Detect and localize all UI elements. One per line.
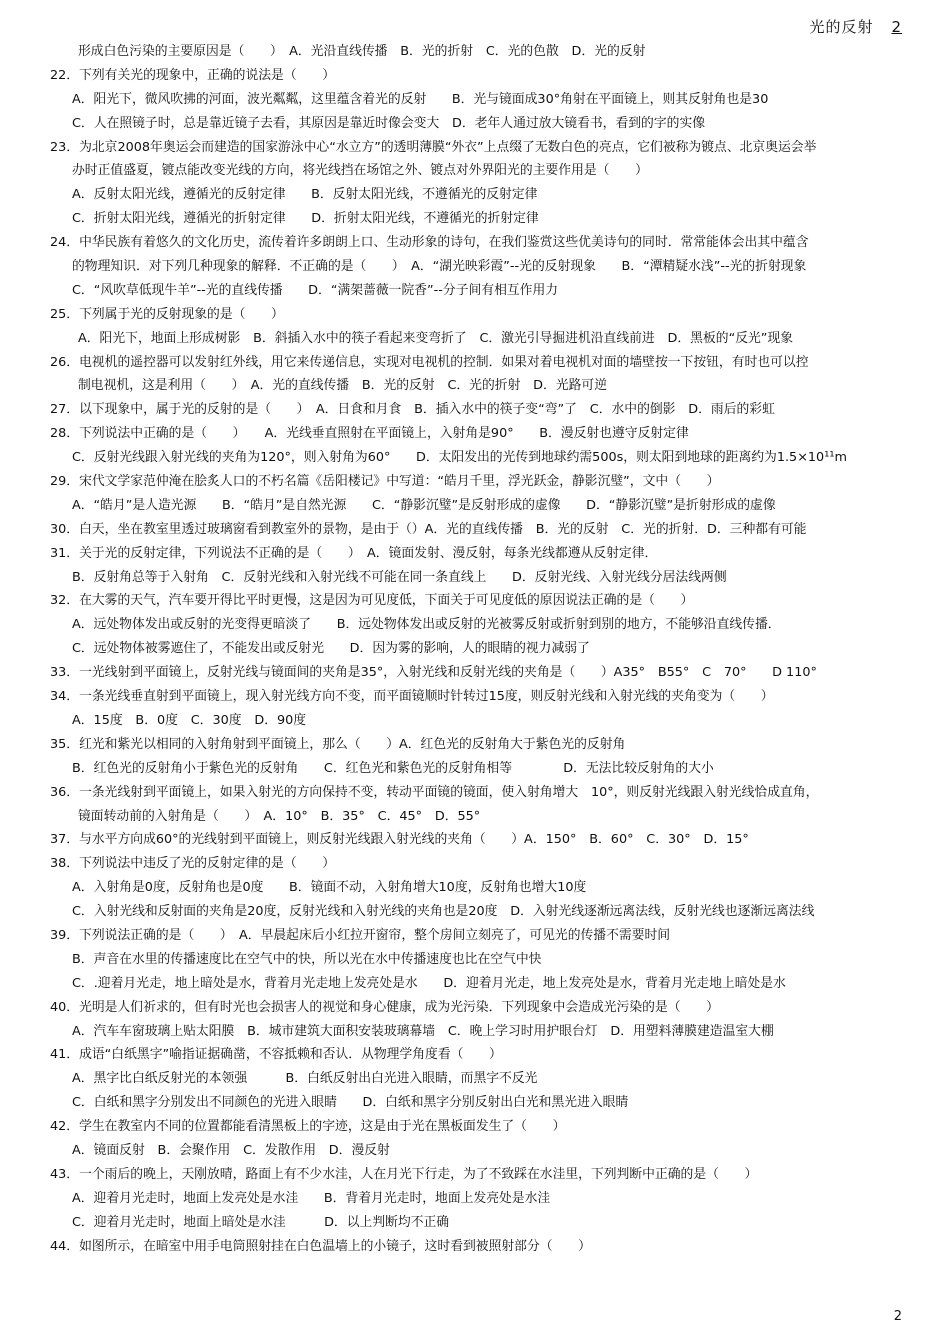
option-line: B．声音在水里的传播速度比在空气中的快，所以光在水中传播速度也比在空气中快 bbox=[72, 951, 542, 967]
option-line: A．15度 B．0度 C．30度 D．90度 bbox=[72, 712, 307, 728]
option-line: A．镜面反射 B．会聚作用 C．发散作用 D．漫反射 bbox=[72, 1142, 390, 1158]
page-number: 2 bbox=[893, 1309, 902, 1324]
option-line: A．阳光下，微风吹拂的河面，波光粼粼，这里蕴含着光的反射 B．光与镜面成30°角射在平面镜上，则其反射角也是30 bbox=[72, 91, 769, 107]
option-line: A．迎着月光走时，地面上发亮处是水洼 B．背着月光走时，地面上发亮处是水洼 bbox=[72, 1190, 551, 1206]
option-line: C．人在照镜子时，总是靠近镜子去看，其原因是靠近时像会变大 D．老年人通过放大镜看书，看到的字的实像 bbox=[72, 115, 706, 131]
question-line: 35．红光和紫光以相同的入射角射到平面镜上，那么（ ）A．红色光的反射角大于紫色光的反射角 bbox=[50, 736, 626, 752]
question-line: 41．成语“白纸黑字”喻指证据确凿，不容抵赖和否认．从物理学角度看（ ） bbox=[50, 1047, 502, 1063]
question-line: 36．一条光线射到平面镜上，如果入射光的方向保持不变，转动平面镜的镜面，使入射角增大 10°，则反射光线跟入射光线恰成直角， bbox=[50, 784, 819, 800]
question-line: 31．关于光的反射定律，下列说法不正确的是（ ） A．镜面发射、漫反射，每条光线都遵从反射定律． bbox=[50, 545, 658, 561]
question-list bbox=[50, 40, 908, 1258]
question-line: 34．一条光线垂直射到平面镜上，现入射光线方向不变，而平面镜顺时针转过15度，则反射光线和入射光线的夹角变为（ ） bbox=[50, 689, 774, 705]
question-line: 25．下列属于光的反射现象的是（ ） bbox=[50, 306, 284, 322]
option-line: 镜面转动前的入射角是（ ） A．10° B．35° C．45° D．55° bbox=[78, 808, 481, 824]
question-line: 33．一光线射到平面镜上，反射光线与镜面间的夹角是35°，入射光线和反射光线的夹角是（ ）A35° B55° C 70° D 110° bbox=[50, 665, 817, 681]
option-line: A．阳光下，地面上形成树影 B．斜插入水中的筷子看起来变弯折了 C．激光引导掘进机沿直线前进 D．黑板的“反光”现象 bbox=[78, 330, 794, 346]
option-line: A．汽车车窗玻璃上贴太阳膜 B．城市建筑大面积安装玻璃幕墙 C．晚上学习时用护眼台灯 D．用塑料薄膜建造温室大棚 bbox=[72, 1023, 774, 1039]
question-line: 37．与水平方向成60°的光线射到平面镜上，则反射光线跟入射光线的夹角（ ）A．150° B．60° C．30° D．15° bbox=[50, 832, 749, 848]
question-line: 38．下列说法中违反了光的反射定律的是（ ） bbox=[50, 856, 336, 872]
question-line: 32．在大雾的天气，汽车要开得比平时更慢，这是因为可见度低，下面关于可见度低的原因说法正确的是（ ） bbox=[50, 593, 694, 609]
option-line: A．黑字比白纸反射光的本领强 B．白纸反射出白光进入眼睛，而黑字不反光 bbox=[72, 1071, 538, 1087]
option-line: A．远处物体发出或反射的光变得更暗淡了 B．远处物体发出或反射的光被雾反射或折射到别的地方，不能够沿直线传播． bbox=[72, 617, 781, 633]
question-line: 29．宋代文学家范仲淹在脍炙人口的不朽名篇《岳阳楼记》中写道：“皓月千里，浮光跃金，静影沉璧”，文中（ ） bbox=[50, 474, 720, 490]
option-line: C．.迎着月光走，地上暗处是水，背着月光走地上发亮处是水 D．迎着月光走，地上发亮处是水，背着月光走地上暗处是水 bbox=[72, 975, 786, 991]
question-line: 43．一个雨后的晚上，天刚放晴，路面上有不少水洼，人在月光下行走，为了不致踩在水洼里，下列判断中正确的是（ ） bbox=[50, 1166, 758, 1182]
question-line: 28．下列说法中正确的是（ ） A．光线垂直照射在平面镜上，入射角是90° B．漫反射也遵守反射定律 bbox=[50, 426, 689, 442]
option-line: A．“皓月”是人造光源 B．“皓月”是自然光源 C．“静影沉璧”是反射形成的虚像 D．“静影沉璧”是折射形成的虚像 bbox=[72, 497, 776, 513]
option-line: C．迎着月光走时，地面上暗处是水洼 D．以上判断均不正确 bbox=[72, 1214, 450, 1230]
option-line: A．入射角是0度，反射角也是0度 B．镜面不动，入射角增大10度，反射角也增大10度 bbox=[72, 880, 587, 896]
question-line: 24．中华民族有着悠久的文化历史，流传着许多朗朗上口、生动形象的诗句，在我们鉴赏这些优美诗句的同时．常常能体会出其中蕴含 bbox=[50, 235, 809, 251]
option-line: C．反射光线跟入射光线的夹角为120°，则入射角为60° D．太阳发出的光传到地球约需500s，则太阳到地球的距离约为1.5×10¹¹m bbox=[72, 450, 847, 466]
question-line: 42．学生在教室内不同的位置都能看清黑板上的字迹，这是由于光在黑板面发生了（ ） bbox=[50, 1119, 566, 1135]
option-line: 形成白色污染的主要原因是（ ） A．光沿直线传播 B．光的折射 C．光的色散 D．光的反射 bbox=[78, 44, 646, 59]
question-line: 39．下列说法正确的是（ ） A．早晨起床后小红拉开窗帘，整个房间立刻亮了，可见光的传播不需要时间 bbox=[50, 927, 671, 943]
option-line: 的物理知识．对下列几种现象的解释．不正确的是（ ） A．“湖光映彩霞”--光的反射现象 B．“潭精疑水浅”--光的折射现象 bbox=[72, 259, 807, 275]
option-line: A．反射太阳光线，遵循光的反射定律 B．反射太阳光线，不遵循光的反射定律 bbox=[72, 187, 538, 203]
page-header bbox=[809, 16, 902, 37]
question-line: 23．为北京2008年奥运会而建造的国家游泳中心“水立方”的透明薄膜“外衣”上点缀了无数白色的亮点，它们被称为镀点、北京奥运会举 bbox=[50, 139, 817, 155]
option-line: C．白纸和黑字分别发出不同颜色的光进入眼睛 D．白纸和黑字分别反射出白光和黑光进入眼睛 bbox=[72, 1095, 629, 1111]
question-line: 27．以下现象中，属于光的反射的是（ ） A．日食和月食 B．插入水中的筷子变“弯”了 C．水中的倒影 D．雨后的彩虹 bbox=[50, 402, 775, 418]
question-line: 40．光明是人们祈求的，但有时光也会损害人的视觉和身心健康，成为光污染．下列现象中会造成光污染的是（ ） bbox=[50, 999, 719, 1015]
option-line: C．“风吹草低现牛羊”--光的直线传播 D．“满架蔷薇一院香”--分子间有相互作用力 bbox=[72, 282, 559, 298]
option-line: C．远处物体被雾遮住了，不能发出或反射光 D．因为雾的影响，人的眼睛的视力减弱了 bbox=[72, 641, 590, 657]
question-line: 22．下列有关光的现象中，正确的说法是（ ） bbox=[50, 67, 336, 83]
question-line: 26．电视机的遥控器可以发射红外线，用它来传递信息，实现对电视机的控制．如果对着电视机对面的墙壁按一下按钮，有时也可以控 bbox=[50, 354, 809, 370]
option-line: 办时正值盛夏，镀点能改变光线的方向，将光线挡在场馆之外、镀点对外界阳光的主要作用是（ ） bbox=[72, 163, 648, 179]
header-title: 光的反射 bbox=[809, 18, 874, 36]
option-line: C．入射光线和反射面的夹角是20度，反射光线和入射光线的夹角也是20度 D．入射光线逐渐远离法线，反射光线也逐渐远离法线 bbox=[72, 904, 815, 920]
option-line: C．折射太阳光线，遵循光的折射定律 D．折射太阳光线，不遵循光的折射定律 bbox=[72, 211, 539, 227]
option-line: B．反射角总等于入射角 C．反射光线和入射光线不可能在同一条直线上 D．反射光线、入射光线分居法线两侧 bbox=[72, 569, 727, 585]
option-line: 制电视机，这是利用（ ） A．光的直线传播 B．光的反射 C．光的折射 D．光路可逆 bbox=[78, 378, 608, 394]
question-line: 30．白天，坐在教室里透过玻璃窗看到教室外的景物，是由于（）A．光的直线传播 B．光的反射 C．光的折射．D．三种都有可能 bbox=[50, 521, 807, 537]
header-page-number: 2 bbox=[891, 18, 902, 36]
question-line: 44．如图所示，在暗室中用手电筒照射挂在白色温墙上的小镜子，这时看到被照射部分（ ） bbox=[50, 1238, 591, 1254]
option-line: B．红色光的反射角小于紫色光的反射角 C．红色光和紫色光的反射角相等 D．无法比较反射角的大小 bbox=[72, 760, 714, 776]
